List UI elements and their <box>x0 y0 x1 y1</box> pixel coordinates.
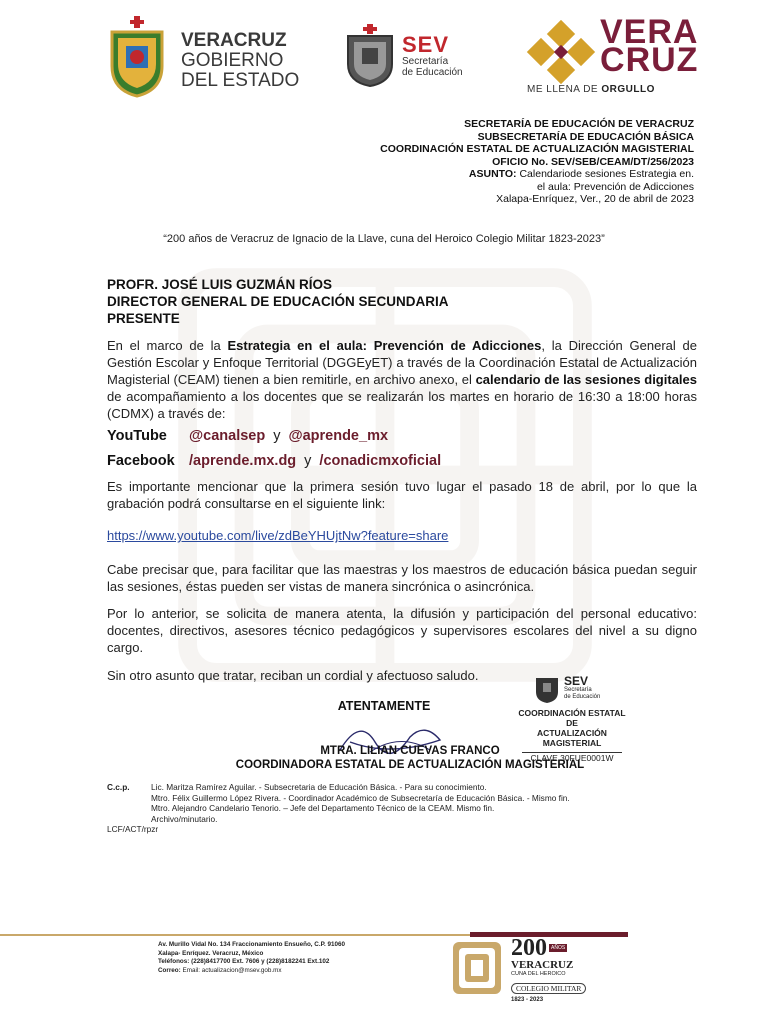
bicentennial-badge <box>451 940 503 1001</box>
footer-line-gold <box>0 934 470 936</box>
header-line1: SECRETARÍA DE EDUCACIÓN DE VERACRUZ <box>464 118 694 130</box>
facebook-and: y <box>304 453 312 469</box>
youtube-label: YouTube <box>107 428 167 444</box>
gobierno-line3: DEL ESTADO <box>181 70 300 91</box>
sev-logo <box>344 24 396 93</box>
p1-c: , la Dirección General de Gestión Escolar y Enfoque Territorial (DGGEyET) a través de la Coordinación Estatal de Actualización Magisterial (CEAM) tienen a bien remitirle, en archivo anexo, el <box>107 338 697 387</box>
recipient-presente: PRESENTE <box>107 311 180 326</box>
atentamente: ATENTAMENTE <box>337 699 431 713</box>
facebook-handle-aprende[interactable]: /aprende.mx.dg <box>189 453 297 469</box>
stamp-sev-sub2: de Educación <box>564 694 601 700</box>
asunto-label: ASUNTO: <box>468 168 517 180</box>
letter-header <box>380 118 694 206</box>
signatory-role: COORDINADORA ESTATAL DE ACTUALIZACIÓN MAGISTERIAL <box>235 759 585 771</box>
facebook-line <box>107 453 441 469</box>
sev-sub2: de Educación <box>402 67 463 78</box>
paragraph-4: Por lo anterior, se solicita de manera atenta, la difusión y participación del personal educativo: docentes, directivos, asesores técnico pedagógicos y supervisores escolares del nivel a su digno cargo. <box>107 606 697 655</box>
youtube-line <box>107 428 388 444</box>
footer-address <box>158 941 345 975</box>
tagline-bold: ORGULLO <box>601 84 655 95</box>
paragraph-5: Sin otro asunto que tratar, reciban un cordial y afectuoso saludo. <box>107 668 479 683</box>
footer-phones-label: Teléfonos: <box>158 958 190 966</box>
footer-mail: Email: actualizacion@msev.gob.mx <box>182 966 282 974</box>
asunto-text2: el aula: Prevención de Adicciones <box>536 180 694 193</box>
paragraph-2: Es importante mencionar que la primera sesión tuvo lugar el pasado 18 de abril, por lo que la grabación podrá consultarse en el siguiente link: <box>107 479 697 511</box>
recipient-block <box>107 276 449 327</box>
commemorative-quote: “200 años de Veracruz de Ignacio de la Llave, cuna del Heroico Colegio Militar 1823-2023” <box>163 233 605 245</box>
badge-200: 200 <box>511 935 547 961</box>
ccp-line2: Mtro. Félix Guillermo López Rivera. - Coordinador Académico de Subsecretaría de Educación Básica. - Mismo fin. <box>151 792 570 803</box>
p1-a: En el marco de la <box>107 338 228 353</box>
p1-e: de acompañamiento a los docentes que se realizarán los martes en horario de 16:30 a 18:00 horas (CDMX) a través de: <box>107 389 697 421</box>
gobierno-line2: GOBIERNO <box>181 50 284 71</box>
stamp-line2: ACTUALIZACIÓN MAGISTERIAL <box>537 728 607 748</box>
ccp-label: C.c.p. <box>107 782 130 792</box>
paragraph-3: Cabe precisar que, para facilitar que las maestras y los maestros de educación básica puedan seguir las sesiones, éstas pueden ser vistas de manera sincrónica o asincrónica. <box>107 562 697 594</box>
badge-cuna: CUNA DEL HEROICO <box>511 971 566 977</box>
recipient-title: DIRECTOR GENERAL DE EDUCACIÓN SECUNDARIA <box>107 294 449 309</box>
header-asunto <box>380 168 694 181</box>
stamp-sev-sub1: Secretaría <box>564 687 592 693</box>
youtube-handle-aprende[interactable]: @aprende_mx <box>288 428 389 444</box>
stamp-clave: CLAVE 30FUE0001W <box>530 753 614 763</box>
veracruz-line1: VERA <box>600 13 699 51</box>
veracruz-orgullo-logo <box>526 20 596 89</box>
coat-of-arms-icon <box>106 16 168 98</box>
p1-strategy: Estrategia en el aula: Prevención de Adicciones <box>227 338 542 353</box>
youtube-and: y <box>273 428 281 444</box>
gobierno-line1: VERACRUZ <box>181 30 287 51</box>
p1-calendar: calendario de las sesiones digitales <box>475 372 697 387</box>
badge-colegio: COLEGIO MILITAR <box>511 983 586 994</box>
asunto-text1: Calendariode sesiones Estrategia en. <box>519 168 694 180</box>
badge-veracruz: VERACRUZ <box>511 959 574 971</box>
veracruz-gobierno-logo <box>106 16 168 103</box>
footer-phones: (228)8417700 Ext. 7606 y (228)8182241 Ext.102 <box>191 958 330 966</box>
facebook-label: Facebook <box>107 453 175 469</box>
header-line2: SUBSECRETARÍA DE EDUCACIÓN BÁSICA <box>477 130 694 143</box>
ccp-line3: Mtro. Alejandro Candelario Tenorio. – Jefe del Departamento Técnico de la CEAM. Mismo fin. <box>151 803 495 813</box>
sev-sub1: Secretaría <box>402 56 449 67</box>
ccp-initials: LCF/ACT/rpzr <box>107 824 159 834</box>
header-oficio: OFICIO No. SEV/SEB/CEAM/DT/256/2023 <box>492 155 694 168</box>
signatory-name: MTRA. LILIAN CUEVAS FRANCO <box>320 745 500 757</box>
paragraph-1 <box>107 337 697 422</box>
youtube-handle-canalsep[interactable]: @canalsep <box>189 428 266 444</box>
footer-addr2: Xalapa- Enríquez. Veracruz, México <box>158 949 264 957</box>
footer-mail-label: Correo: <box>158 966 181 974</box>
bicentennial-text <box>511 936 586 1004</box>
stamp-line1: COORDINACIÓN ESTATAL DE <box>518 708 626 728</box>
place-date: Xalapa-Enríquez, Ver., 20 de abril de 2023 <box>496 193 694 205</box>
sev-title: SEV <box>402 32 450 57</box>
ccp-block <box>107 782 570 835</box>
ccp-line1: Lic. Maritza Ramírez Aguilar. - Subsecretaria de Educación Básica. - Para su conocimiento. <box>151 782 487 792</box>
veracruz-tagline <box>527 84 655 95</box>
header-line3: COORDINACIÓN ESTATAL DE ACTUALIZACIÓN MAGISTERIAL <box>380 143 694 155</box>
tagline-light: ME LLENA DE <box>527 84 599 95</box>
flower-pattern-icon <box>526 20 596 84</box>
veracruz-line2: CRUZ <box>600 41 699 79</box>
youtube-recording-link[interactable]: https://www.youtube.com/live/zdBeYHUjtNw?feature=share <box>107 528 449 543</box>
stamp-sev: SEV <box>564 674 589 688</box>
facebook-handle-conadic[interactable]: /conadicmxoficial <box>319 453 442 469</box>
badge-years: 1823 - 2023 <box>511 997 544 1003</box>
sev-shield-icon <box>344 24 396 88</box>
recipient-name: PROFR. JOSÉ LUIS GUZMÁN RÍOS <box>107 277 333 292</box>
badge-anos: AÑOS <box>551 945 566 951</box>
ccp-line4: Archivo/minutario. <box>151 813 218 824</box>
footer-addr1: Av. Murillo Vidal No. 134 Fraccionamiento Ensueño, C.P. 91060 <box>158 941 345 948</box>
bicentennial-emblem-icon <box>451 940 503 996</box>
